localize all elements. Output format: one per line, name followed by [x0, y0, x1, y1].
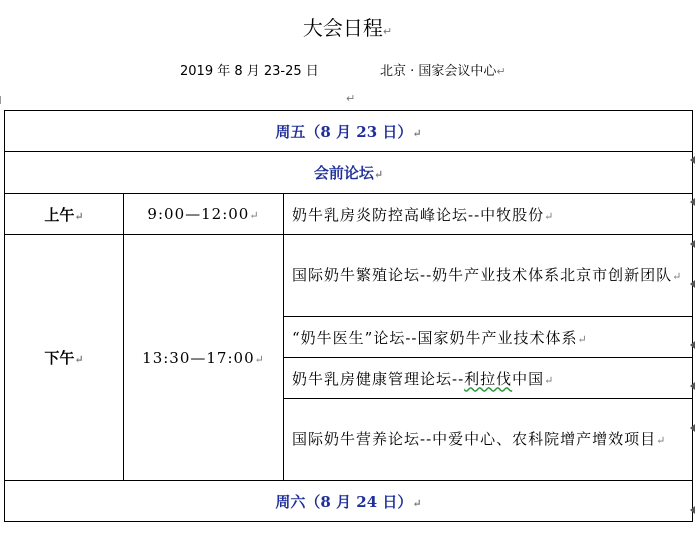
event-afternoon-3: 奶牛乳房健康管理论坛--利拉伐中国↵	[284, 358, 693, 399]
row-end-marker	[690, 240, 695, 248]
time-afternoon: 13:30—17:00↵	[124, 235, 284, 481]
row-end-marker	[690, 341, 695, 349]
event-afternoon-4: 国际奶牛营养论坛--中爱中心、农科院增产增效项目↵	[284, 399, 693, 481]
paragraph-mark: ↵	[346, 92, 356, 105]
schedule-table	[4, 110, 693, 522]
table-row	[5, 194, 693, 235]
table-row	[5, 481, 693, 522]
table-row	[5, 152, 693, 194]
page-title: 大会日程↵	[302, 16, 393, 40]
period-afternoon: 下午↵	[5, 235, 124, 481]
period-morning: 上午↵	[5, 194, 124, 235]
event-venue: 北京 · 国家会议中心↵	[380, 64, 506, 79]
row-end-marker	[690, 198, 695, 206]
event-afternoon-2: “奶牛医生”论坛--国家奶牛产业技术体系↵	[284, 317, 693, 358]
section-header-preconference: 会前论坛↵	[5, 152, 693, 194]
day-header-saturday: 周六（8 月 24 日）↵	[5, 481, 693, 522]
table-row	[5, 235, 693, 317]
row-end-marker	[690, 506, 695, 514]
margin-marker	[0, 96, 3, 104]
table-row	[5, 111, 693, 152]
row-end-marker	[690, 280, 695, 288]
day-header-friday: 周五（8 月 23 日）↵	[5, 111, 693, 152]
time-morning: 9:00—12:00↵	[124, 194, 284, 235]
row-end-marker	[690, 382, 695, 390]
row-end-marker	[690, 156, 695, 164]
event-date: 2019 年 8 月 23-25 日	[180, 64, 319, 79]
event-morning: 奶牛乳房炎防控高峰论坛--中牧股份↵	[284, 194, 693, 235]
spellcheck-underline: 利拉伐	[464, 369, 513, 388]
event-afternoon-1: 国际奶牛繁殖论坛--奶牛产业技术体系北京市创新团队↵	[284, 235, 693, 317]
row-end-marker	[690, 424, 695, 432]
